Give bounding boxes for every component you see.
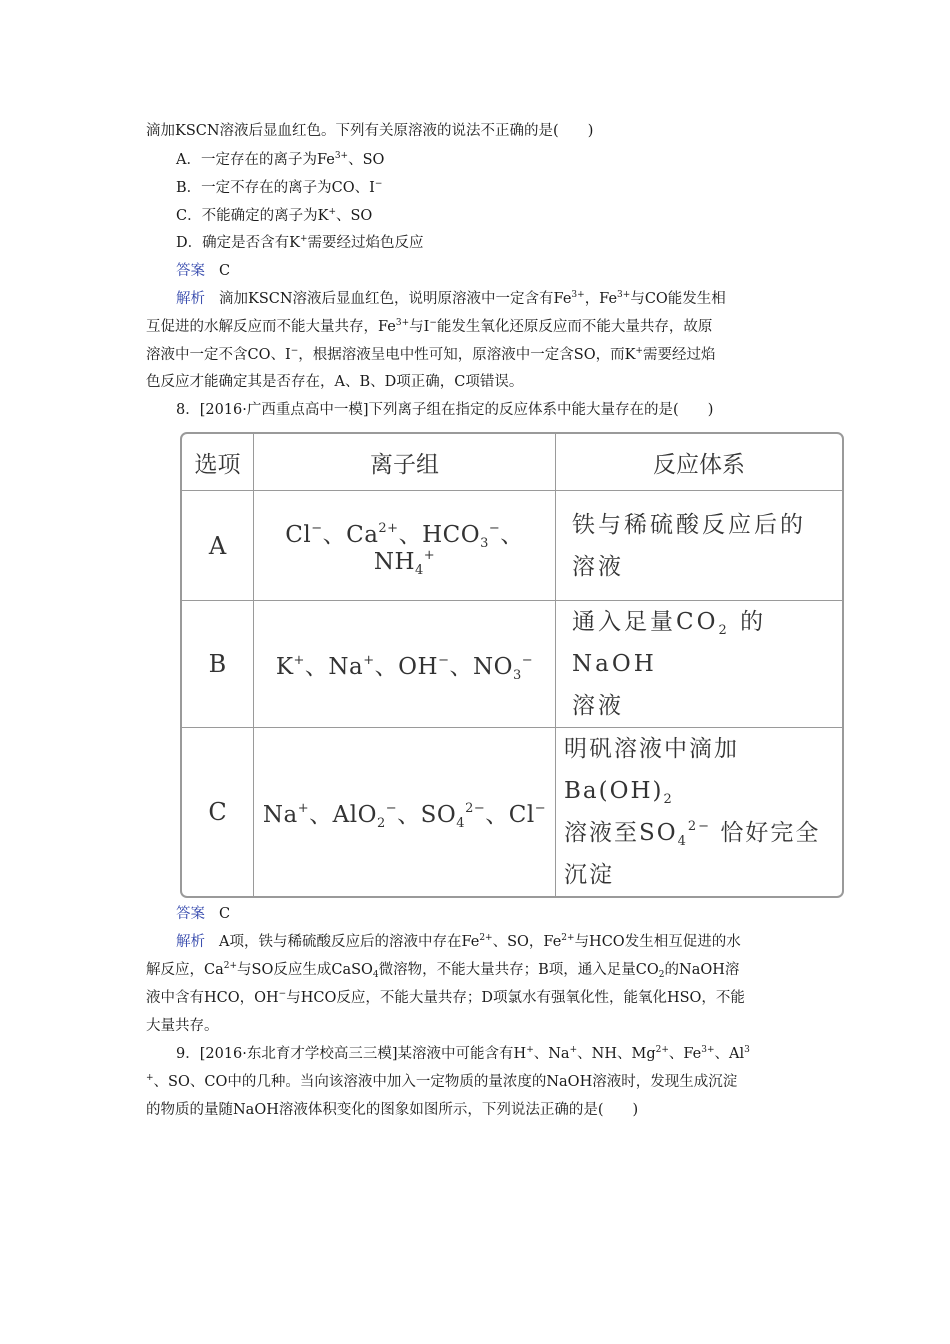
table-row [182, 728, 842, 897]
q9-stem-line-1: 9．[2016·东北育才学校高三三模]某溶液中可能含有H+、Na+、NH、$Mg^{2+}$、$Fe^{3+}$、Al$^3$ [176, 1045, 750, 1062]
q7-option-a: A．一定存在的离子为$Fe^{3+}$、SO [176, 151, 385, 168]
row-reaction-system: 铁与稀硫酸反应后的 溶液 [556, 491, 843, 601]
header-reaction-system: 反应体系 [556, 434, 843, 491]
q8-analysis-line-2: 解反应，$Ca^{2+}$与SO反应生成CaSO$_4$微溶物，不能大量共存；B项，通入足量$CO_2$的NaOH溶 [146, 961, 740, 980]
q8-analysis-line-4: 大量共存。 [146, 1018, 219, 1034]
row-option: A [182, 491, 254, 601]
answer-label: 答案 [176, 263, 205, 279]
row-ion-group: Cl−、$Ca^{2+}$、$HCO_3^-$、$NH_4^+$ [254, 491, 556, 601]
q7-answer: 答案 C [176, 263, 231, 279]
q7-analysis-line-4: 色反应才能确定其是否存在，A、B、D项正确，C项错误。 [146, 374, 524, 390]
q7-option-b: B．一定不存在的离子为CO、I− [176, 179, 383, 196]
q8-stem: 8．[2016·广西重点高中一模]下列离子组在指定的反应体系中能大量存在的是( ) [176, 402, 714, 418]
row-reaction-system: 通入足量$CO_2$ 的NaOH 溶液 [556, 601, 843, 728]
q7-option-d: D．确定是否含有K+需要经过焰色反应 [176, 234, 424, 251]
q8-table [180, 432, 844, 898]
q7-analysis-line-3: 溶液中一定不含CO、I−，根据溶液呈电中性可知，原溶液中一定含SO，而K+需要经过焰 [146, 346, 716, 363]
row-option [182, 897, 254, 899]
header-ion-group: 离子组 [254, 434, 556, 491]
q9-stem-line-2: +、SO、CO中的几种。当向该溶液中加入一定物质的量浓度的NaOH溶液时，发现生成沉淀 [146, 1073, 738, 1090]
table-row [182, 897, 842, 899]
row-option: C [182, 728, 254, 897]
answer-label: 答案 [176, 906, 205, 922]
analysis-label: 解析 [176, 934, 205, 950]
row-option: B [182, 601, 254, 728]
header-option: 选项 [182, 434, 254, 491]
table-row [182, 601, 842, 728]
row-ion-group: Na+、AlO$_2$−、$SO_4^{2-}$、Cl− [254, 728, 556, 897]
row-reaction-system [556, 897, 843, 899]
q8-answer: 答案 C [176, 906, 231, 922]
q7-option-c: C．不能确定的离子为K+、SO [176, 207, 373, 224]
row-reaction-system: 明矾溶液中滴加$Ba(OH)_2$ 溶液至$SO_4^{2-}$ 恰好完全 沉淀 [556, 728, 843, 897]
q8-analysis-line-1: 解析 A项，铁与稀硫酸反应后的溶液中存在$Fe^{2+}$、SO，$Fe^{2+}$与HCO发生相互促进的水 [176, 933, 741, 950]
q7-analysis-line-1: 解析 滴加KSCN溶液后显血红色，说明原溶液中一定含有$Fe^{3+}$，$Fe^{3+}$与CO能发生相 [176, 290, 726, 307]
analysis-label: 解析 [176, 291, 205, 307]
q9-stem-line-3: 的物质的量随NaOH溶液体积变化的图象如图所示，下列说法正确的是( ) [146, 1102, 639, 1118]
row-ion-group: K+、Na+、OH−、$NO_3^-$ [254, 601, 556, 728]
row-ion-group [254, 897, 556, 899]
q8-analysis-line-3: 液中含有HCO，OH−与HCO反应，不能大量共存；D项氯水有强氧化性，能氧化HSO，不能 [146, 989, 745, 1006]
table-row [182, 491, 842, 601]
q7-analysis-line-2: 互促进的水解反应而不能大量共存，$Fe^{3+}$与I−能发生氧化还原反应而不能大量共存，故原 [146, 318, 713, 335]
table-header-row [182, 434, 842, 491]
q7-stem: 滴加KSCN溶液后显血红色。下列有关原溶液的说法不正确的是( ) [146, 123, 594, 139]
